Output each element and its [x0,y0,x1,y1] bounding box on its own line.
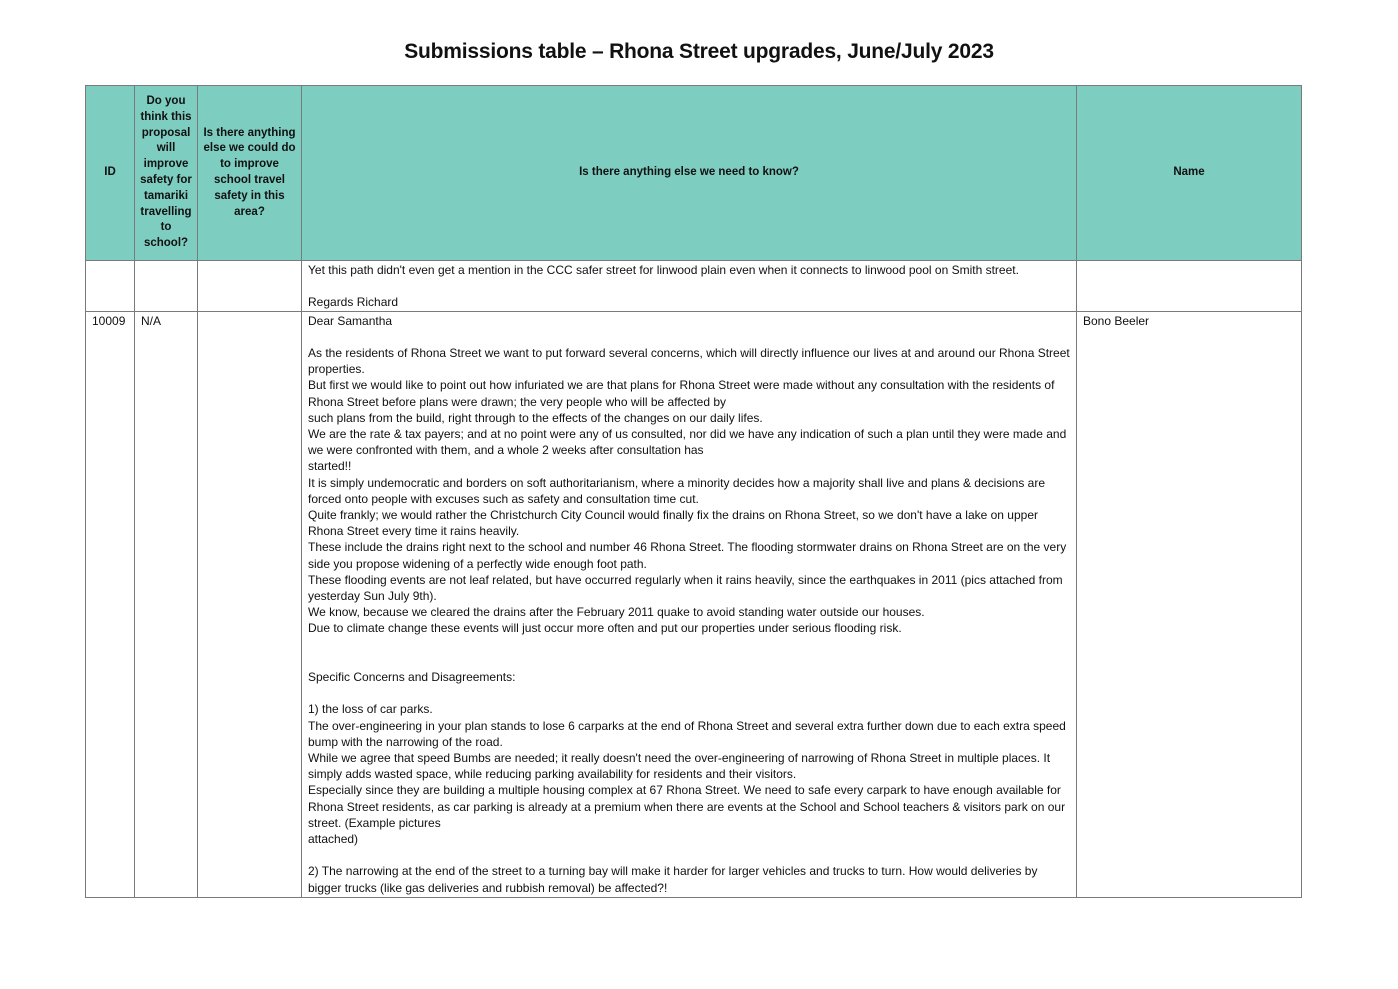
text-line: But first we would like to point out how infuriated we are that plans for Rhona Street were made without any consultation with the residents of Rhona Street before plans were drawn; the very people who will be affected by [308,378,1055,409]
text-line: Specific Concerns and Disagreements: [308,670,516,685]
header-anything-else-question: Is there anything else we could do to improve school travel safety in this area? [198,86,302,261]
cell-name [1077,261,1302,312]
submissions-table [85,85,1302,898]
cell-name: Bono Beeler [1077,311,1302,897]
text-line: 1) the loss of car parks. [308,702,433,717]
cell-improve-safety [135,261,198,312]
text-line: such plans from the build, right through to the effects of the changes on our daily lifes. [308,410,763,425]
text-line: Quite frankly; we would rather the Christchurch City Council would finally fix the drains on Rhona Street, so we don't have a lake on upper Rhona Street every time it rains heavily. [308,508,1039,539]
page-title: Submissions table – Rhona Street upgrades, June/July 2023 [404,40,994,63]
text-line: attached) [308,832,359,847]
text-line: The over-engineering in your plan stands to lose 6 carparks at the end of Rhona Street and several extra further down due to each extra speed bump with the narrowing of the road. [308,718,1066,749]
text-line: As the residents of Rhona Street we want to put forward several concerns, which will directly influence our lives at and around our Rhona Street properties. [308,345,1070,377]
table-header-row [86,86,1302,261]
header-need-to-know-question: Is there anything else we need to know? [302,86,1077,261]
table-row [86,311,1302,897]
text-line [308,637,1070,653]
header-name: Name [1077,86,1302,261]
text-line: We know, because we cleared the drains after the February 2011 quake to avoid standing water outside our houses. [308,605,925,620]
text-line: It is simply undemocratic and borders on soft authoritarianism, where a minority decides how a majority shall live and plans & decisions are forced onto people with excuses such as safety and consultation time cut. [308,475,1046,506]
text-line: Yet this path didn't even get a mention in the CCC safer street for linwood plain even when it connects to linwood pool on Smith street. [308,263,1019,277]
text-line: Especially since they are building a multiple housing complex at 67 Rhona Street. We need to safe every carpark to have enough available for Rhona Street residents, as car parking is already at a premium when there are events at the School and School teachers & visitors park on our street. (Example pictures [308,783,1066,830]
cell-need-to-know [302,311,1077,897]
text-line: We are the rate & tax payers; and at no point were any of us consulted, nor did we have any indication of such a plan until they were made and we were confronted with them, and a whole 2 weeks after consultation has [308,427,1067,458]
text-line: Regards Richard [308,295,399,310]
cell-id [86,261,135,312]
text-line [308,653,1070,669]
text-line [308,278,1070,294]
text-line: Due to climate change these events will just occur more often and put our properties under serious flooding risk. [308,621,902,636]
text-line [308,329,1070,345]
text-line [308,685,1070,701]
text-line: These include the drains right next to the school and number 46 Rhona Street. The flooding stormwater drains on Rhona Street are on the very side you propose widening of a perfectly wide enough foot path. [308,540,1067,571]
cell-improve-safety: N/A [135,311,198,897]
table-row [86,261,1302,312]
cell-anything-else [198,261,302,312]
text-line: 2) The narrowing at the end of the street to a turning bay will make it harder for larger vehicles and trucks to turn. How would deliveries by bigger trucks (like gas deliveries and rubbish removal) be affected?! [308,864,1038,895]
header-id: ID [86,86,135,261]
text-line: Dear Samantha [308,313,393,328]
cell-need-to-know [302,261,1077,312]
header-improve-safety-question: Do you think this proposal will improve safety for tamariki travelling to school? [135,86,198,261]
cell-id: 10009 [86,311,135,897]
text-line: These flooding events are not leaf related, but have occurred regularly when it rains heavily, since the earthquakes in 2011 (pics attached from yesterday Sun July 9th). [308,572,1063,604]
cell-anything-else [198,311,302,897]
text-line: While we agree that speed Bumbs are needed; it really doesn't need the over-engineering of narrowing of Rhona Street in multiple places. It simply adds wasted space, while reducing parking availability for residents and their visitors. [308,751,1051,782]
text-line [308,847,1070,863]
text-line: started!! [308,459,352,474]
